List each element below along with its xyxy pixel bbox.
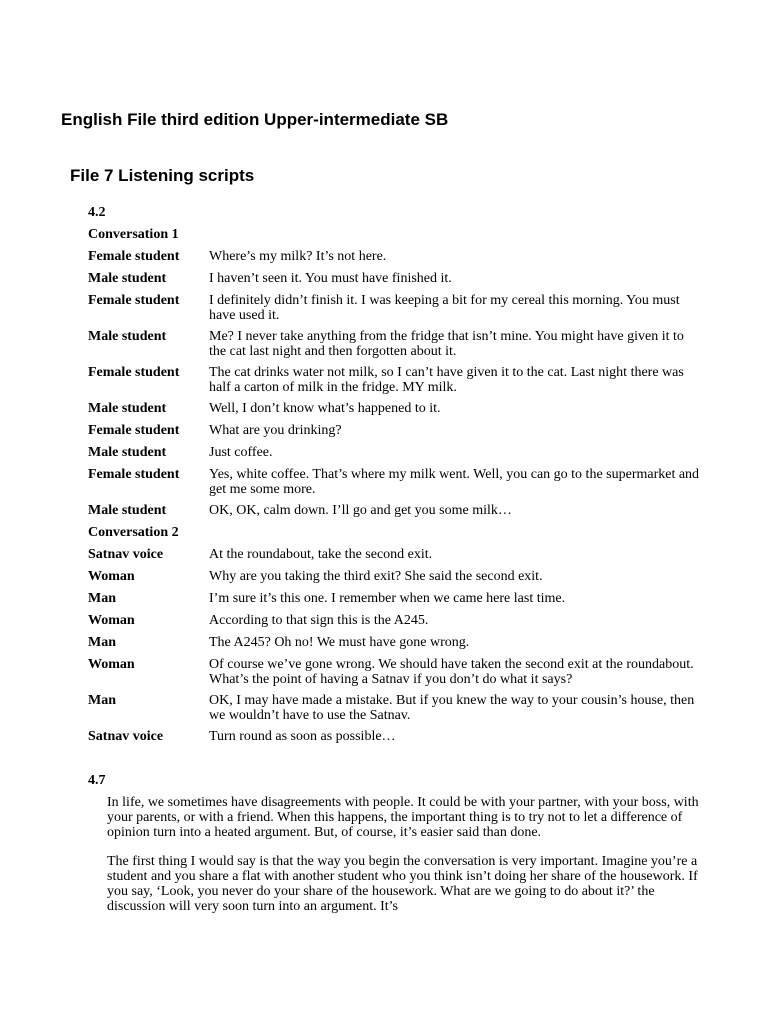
section-number-4-7: 4.7	[88, 773, 106, 788]
speech-text: Me? I never take anything from the fridge that isn’t mine. You might have given it to the cat last night and then forgotten about it.	[209, 329, 684, 359]
speech-text: According to that sign this is the A245.	[209, 613, 429, 628]
speaker-name: Male student	[88, 271, 167, 286]
section-number-4-2: 4.2	[88, 205, 106, 220]
speaker-name: Female student	[88, 249, 180, 264]
dialogue-line	[88, 569, 703, 591]
paragraph: The first thing I would say is that the way you begin the conversation is very important. Imagine you’re a student and you share a flat with another student who you think isn’t doing her share of the housework. If you say, ‘Look, you never do your share of the housework. What are we going to do about it?’ the discussion will very soon turn into an argument. It’s	[107, 854, 698, 914]
dialogue-line	[88, 271, 703, 293]
dialogue-line	[88, 445, 703, 467]
section-spacer	[88, 751, 703, 773]
conversation-2-title: Conversation 2	[88, 525, 179, 540]
speech-text: Just coffee.	[209, 445, 273, 460]
speech-text: I definitely didn’t finish it. I was keeping a bit for my cereal this morning. You must have used it.	[209, 293, 680, 323]
speaker-name: Female student	[88, 293, 180, 308]
dialogue-line	[88, 329, 703, 365]
dialogue-line	[88, 365, 703, 401]
dialogue-line	[88, 613, 703, 635]
speech-text: Well, I don’t know what’s happened to it.	[209, 401, 441, 416]
speaker-name: Man	[88, 635, 116, 650]
speaker-name: Satnav voice	[88, 547, 164, 562]
dialogue-line	[88, 503, 703, 525]
speaker-name: Male student	[88, 401, 167, 416]
speaker-name: Woman	[88, 657, 135, 672]
conversation-1-title: Conversation 1	[88, 227, 179, 242]
dialogue-line	[88, 249, 703, 271]
speaker-name: Man	[88, 591, 116, 606]
speech-text: I’m sure it’s this one. I remember when we came here last time.	[209, 591, 566, 606]
speaker-name: Male student	[88, 329, 167, 344]
dialogue-line	[88, 635, 703, 657]
speech-text: What are you drinking?	[209, 423, 342, 438]
speaker-name: Female student	[88, 365, 180, 380]
file-title: File 7 Listening scripts	[70, 166, 255, 185]
speaker-name: Female student	[88, 423, 180, 438]
speaker-name: Male student	[88, 445, 167, 460]
speech-text: Why are you taking the third exit? She said the second exit.	[209, 569, 543, 584]
dialogue-line	[88, 293, 703, 329]
speech-text: I haven’t seen it. You must have finished it.	[209, 271, 452, 286]
dialogue-line	[88, 467, 703, 503]
script-content	[88, 205, 703, 921]
speech-text: OK, OK, calm down. I’ll go and get you some milk…	[209, 503, 512, 518]
dialogue-line	[88, 729, 703, 751]
speaker-name: Man	[88, 693, 116, 708]
speech-text: Yes, white coffee. That’s where my milk went. Well, you can go to the supermarket and get me some more.	[209, 467, 700, 497]
dialogue-line	[88, 423, 703, 445]
speech-text: The A245? Oh no! We must have gone wrong.	[209, 635, 470, 650]
speech-text: At the roundabout, take the second exit.	[209, 547, 433, 562]
dialogue-line	[88, 657, 703, 693]
dialogue-line	[88, 547, 703, 569]
speaker-name: Satnav voice	[88, 729, 164, 744]
speaker-name: Male student	[88, 503, 167, 518]
dialogue-line	[88, 591, 703, 613]
speaker-name: Female student	[88, 467, 180, 482]
dialogue-line	[88, 693, 703, 729]
speaker-name: Woman	[88, 569, 135, 584]
speech-text: Of course we’ve gone wrong. We should have taken the second exit at the roundabout. What’s the point of having a Satnav if you don’t do what it says?	[209, 657, 694, 687]
speech-text: Where’s my milk? It’s not here.	[209, 249, 387, 264]
speech-text: Turn round as soon as possible…	[209, 729, 396, 744]
speech-text: OK, I may have made a mistake. But if you knew the way to your cousin’s house, then we wouldn’t have to use the Satnav.	[209, 693, 695, 723]
speaker-name: Woman	[88, 613, 135, 628]
speech-text: The cat drinks water not milk, so I can’t have given it to the cat. Last night there was half a carton of milk in the fridge. MY milk.	[209, 365, 684, 395]
book-title: English File third edition Upper-intermediate SB	[61, 110, 449, 129]
dialogue-line	[88, 401, 703, 423]
paragraph: In life, we sometimes have disagreements with people. It could be with your partner, with your boss, with your parents, or with a friend. When this happens, the important thing is to try not to let a difference of opinion turn into a heated argument. But, of course, it’s easier said than done.	[107, 795, 699, 840]
